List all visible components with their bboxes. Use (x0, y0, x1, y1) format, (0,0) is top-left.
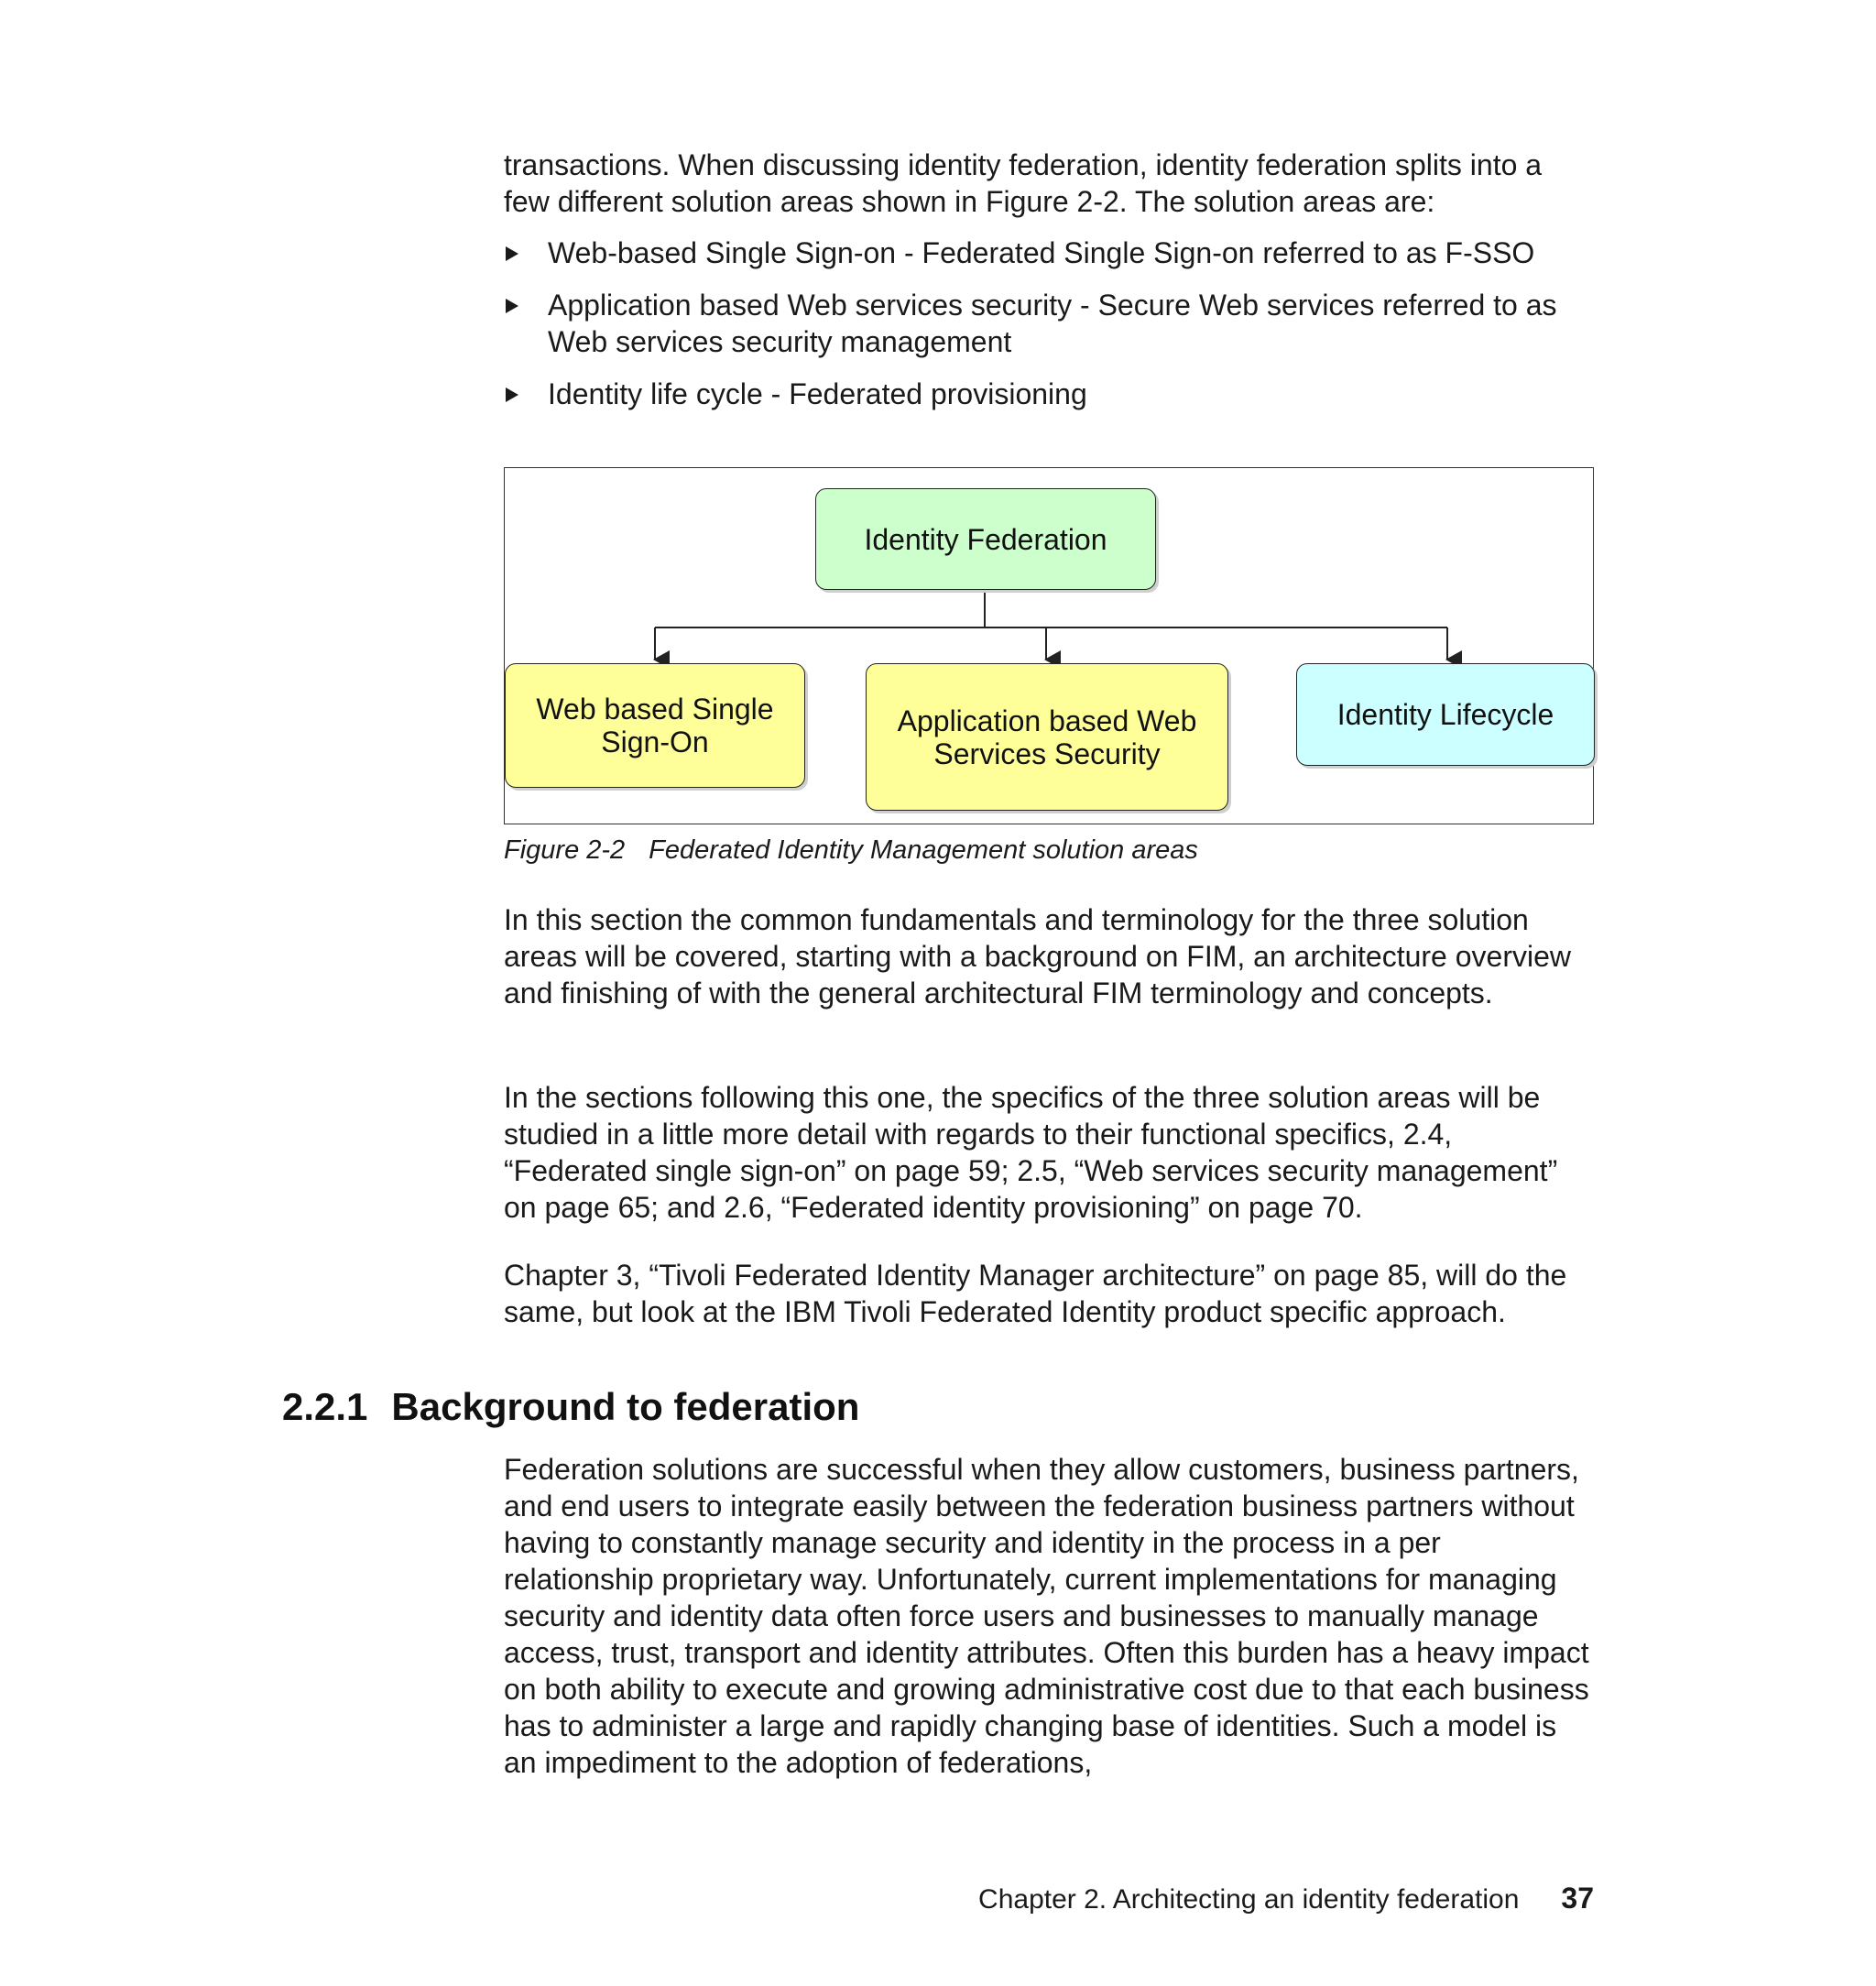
body-paragraph-2: In the sections following this one, the specifics of the three solution areas will be studied in a little more detail with regards to their functional specifics, 2.4, “Federated single sign-on” on page 59; 2.5, “Web services security management” on page 65; and 2.6, “Federated identity provisioning” on page 70. (504, 1081, 1558, 1224)
figure-diagram (504, 467, 1594, 824)
figure-caption (504, 832, 1198, 868)
list-item-text: Identity life cycle - Federated provisioning (548, 377, 1087, 410)
bullet-triangle-icon (506, 299, 518, 313)
bullet-triangle-icon (506, 387, 518, 402)
solution-areas-list (504, 235, 1594, 428)
section-title: Background to federation (391, 1385, 860, 1428)
list-item-text: Web-based Single Sign-on - Federated Single Sign-on referred to as F-SSO (548, 236, 1535, 269)
node-web-sso: Web based Single Sign-On (505, 663, 805, 788)
section-paragraph-1: Federation solutions are successful when they allow customers, business partners, and end users to integrate easily between the federation business partners without having to constantly manage security and identity in the process in a per relationship proprietary way. Unfortunately, current implementations for managing security and identity data often force users and businesses to manually manage access, trust, transport and identity attributes. Often this burden has a heavy impact on both ability to execute and growing administrative cost due to that each business has to administer a large and rapidly changing base of identities. Such a model is an impediment to the adoption of federations, (504, 1453, 1589, 1779)
list-item (504, 287, 1594, 360)
section-heading (282, 1383, 859, 1431)
list-item (504, 376, 1594, 412)
node-web-services-security: Application based Web Services Security (866, 663, 1228, 811)
footer-chapter: Chapter 2. Architecting an identity federation (978, 1884, 1520, 1915)
figure-number: Figure 2-2 (504, 835, 626, 865)
intro-paragraph: transactions. When discussing identity federation, identity federation splits into a few different solution areas shown in Figure 2-2. The solution areas are: (504, 148, 1543, 218)
figure-caption-text: Federated Identity Management solution areas (649, 835, 1198, 865)
list-item-text: Application based Web services security - Secure Web services referred to as Web services security management (548, 289, 1557, 358)
node-identity-lifecycle: Identity Lifecycle (1296, 663, 1595, 766)
page-footer (916, 1880, 1594, 1918)
page-number: 37 (1561, 1882, 1594, 1915)
list-item (504, 235, 1594, 271)
body-paragraph-3: Chapter 3, “Tivoli Federated Identity Manager architecture” on page 85, will do the same, but look at the IBM Tivoli Federated Identity product specific approach. (504, 1259, 1567, 1328)
section-number: 2.2.1 (282, 1385, 368, 1428)
node-identity-federation: Identity Federation (815, 488, 1156, 590)
bullet-triangle-icon (506, 246, 518, 261)
body-paragraph-1: In this section the common fundamentals and terminology for the three solution areas will be covered, starting with a background on FIM, an architecture overview and finishing of with the general architectural FIM terminology and concepts. (504, 903, 1571, 1009)
